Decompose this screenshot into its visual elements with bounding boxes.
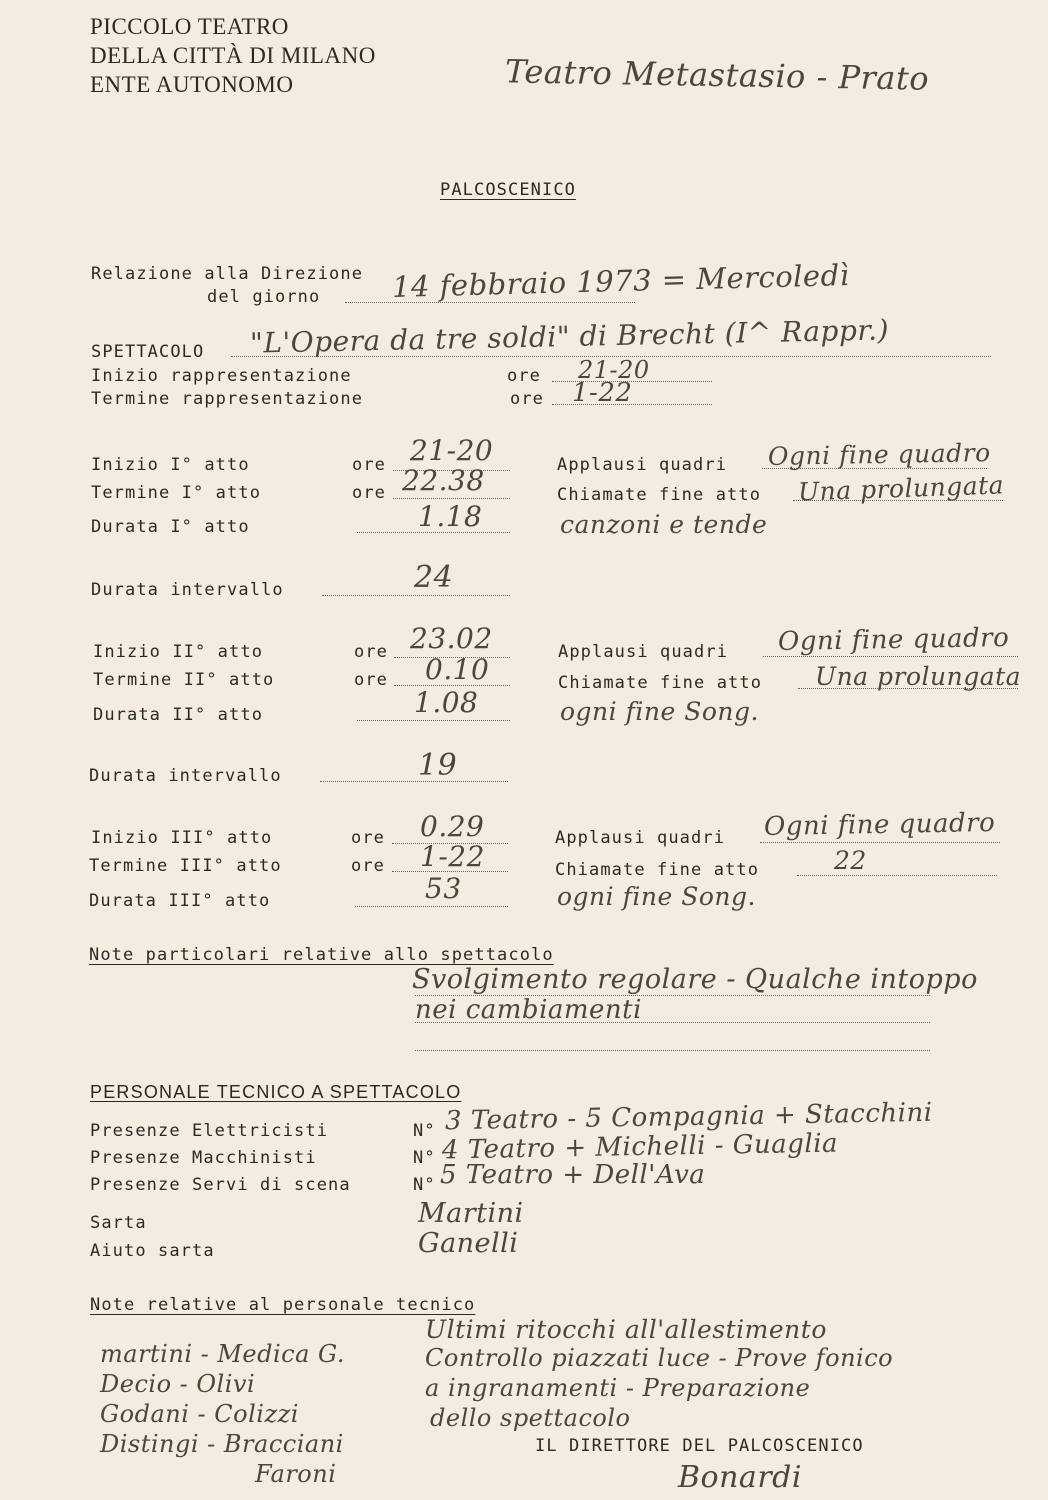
note-personale-name: martini - Medica G.	[100, 1340, 345, 1368]
note-spettacolo-line1: Svolgimento regolare - Qualche intoppo	[412, 964, 978, 995]
act3-inizio-label: Inizio III° atto	[91, 828, 273, 848]
ore-label: ore	[510, 389, 545, 409]
ore-label: ore	[354, 670, 389, 690]
note-spettacolo-line2: nei cambiamenti	[415, 995, 642, 1025]
intervallo2-label: Durata intervallo	[89, 766, 282, 786]
no-label: N°	[413, 1148, 436, 1168]
act2-inizio-label: Inizio II° atto	[93, 642, 264, 662]
intervallo1-value: 24	[414, 560, 454, 595]
act3-applausi-value: Ogni fine quadro	[763, 807, 996, 843]
act1-applausi-value: Ogni fine quadro	[767, 438, 991, 471]
ore-label: ore	[352, 455, 387, 475]
act3-inizio-value: 0.29	[420, 810, 485, 843]
act2-inizio-value: 23.02	[410, 622, 493, 655]
intervallo1-label: Durata intervallo	[91, 580, 284, 600]
durata-line	[355, 906, 508, 907]
note-personale-label: Note relative al personale tecnico	[90, 1295, 476, 1315]
sarta-value: Martini	[418, 1198, 524, 1229]
act3-durata-value: 53	[425, 872, 462, 905]
note-personale-right-line: a ingranamenti - Preparazione	[425, 1374, 811, 1402]
act2-durata-label: Durata II° atto	[93, 705, 264, 725]
act1-chiamate-value: Una prolungata	[797, 470, 1005, 507]
ore-line	[393, 498, 510, 499]
macchinisti-label: Presenze Macchinisti	[90, 1148, 317, 1168]
note-personale-name: Faroni	[255, 1460, 337, 1488]
org-header	[90, 12, 376, 99]
note-personale-right-line: Ultimi ritocchi all'allestimento	[425, 1315, 827, 1344]
servi-di-scena-value: 5 Teatro + Dell'Ava	[440, 1160, 706, 1190]
ore-label: ore	[351, 856, 386, 876]
note-line	[415, 1050, 930, 1051]
applausi-line	[760, 842, 1000, 843]
act2-extra-value: ogni fine Song.	[560, 697, 759, 726]
durata-line	[357, 720, 510, 721]
spettacolo-value: "L'Opera da tre soldi" di Brecht (I^ Rappr.)	[249, 313, 890, 360]
act2-termine-value: 0.10	[425, 653, 490, 686]
act1-extra-value: canzoni e tende	[560, 510, 768, 539]
note-spettacolo-label: Note particolari relative allo spettacolo	[89, 945, 554, 965]
aiuto-sarta-label: Aiuto sarta	[90, 1241, 215, 1261]
intervallo-line	[320, 781, 508, 782]
act1-termine-value: 22.38	[402, 464, 485, 497]
spettacolo-label: SPETTACOLO	[91, 342, 205, 362]
ore-label: ore	[354, 642, 389, 662]
act2-durata-value: 1.08	[414, 686, 479, 719]
act3-extra-value: ogni fine Song.	[557, 882, 756, 911]
personale-title: PERSONALE TECNICO A SPETTACOLO	[90, 1082, 462, 1102]
act3-applausi-label: Applausi quadri	[555, 828, 726, 848]
intervallo2-value: 19	[418, 748, 458, 783]
director-signature: Bonardi	[678, 1460, 802, 1495]
act3-durata-label: Durata III° atto	[89, 891, 271, 911]
ore-label: ore	[507, 366, 542, 386]
act3-termine-label: Termine III° atto	[89, 856, 282, 876]
note-personale-right-line: Controllo piazzati luce - Prove fonico	[425, 1344, 894, 1372]
act2-applausi-label: Applausi quadri	[558, 642, 729, 662]
act1-applausi-label: Applausi quadri	[557, 455, 728, 475]
venue-handwritten: Teatro Metastasio - Prato	[504, 52, 930, 98]
act3-chiamate-value: 22	[834, 846, 867, 875]
note-personale-name: Godani - Colizzi	[100, 1400, 299, 1428]
org-line: ENTE AUTONOMO	[90, 72, 294, 97]
inizio-rappresentazione-value: 21-20	[578, 356, 650, 384]
act3-termine-value: 1-22	[420, 840, 485, 873]
no-label: N°	[413, 1121, 436, 1141]
act1-durata-value: 1.18	[418, 500, 483, 533]
act1-termine-label: Termine I° atto	[91, 483, 262, 503]
giorno-value: 14 febbraio 1973 = Mercoledì	[391, 258, 850, 304]
chiamate-line	[797, 875, 997, 876]
act2-chiamate-label: Chiamate fine atto	[558, 673, 763, 693]
inizio-rappresentazione-label: Inizio rappresentazione	[91, 366, 352, 386]
termine-rappresentazione-label: Termine rappresentazione	[91, 389, 364, 409]
macchinisti-value: 4 Teatro + Michelli - Guaglia	[441, 1128, 839, 1166]
org-line: DELLA CITTÀ DI MILANO	[90, 43, 376, 68]
act2-applausi-value: Ogni fine quadro	[777, 622, 1010, 658]
note-personale-right-line: dello spettacolo	[430, 1404, 631, 1432]
sarta-label: Sarta	[90, 1213, 147, 1233]
note-personale-name: Distingi - Bracciani	[100, 1430, 344, 1458]
director-label: IL DIRETTORE DEL PALCOSCENICO	[535, 1436, 864, 1456]
act1-durata-label: Durata I° atto	[91, 517, 250, 537]
act2-termine-label: Termine II° atto	[93, 670, 275, 690]
servi-di-scena-label: Presenze Servi di scena	[90, 1175, 351, 1195]
ore-label: ore	[352, 483, 387, 503]
elettricisti-value: 3 Teatro - 5 Compagnia + Stacchini	[444, 1097, 933, 1137]
org-line: PICCOLO TEATRO	[90, 14, 289, 39]
intervallo-line	[322, 595, 510, 596]
aiuto-sarta-value: Ganelli	[418, 1228, 519, 1259]
act3-chiamate-label: Chiamate fine atto	[555, 860, 760, 880]
termine-rappresentazione-value: 1-22	[572, 378, 633, 408]
no-label: N°	[413, 1175, 436, 1195]
giorno-label: del giorno	[207, 287, 321, 307]
act1-chiamate-label: Chiamate fine atto	[557, 485, 762, 505]
giorno-line	[345, 302, 635, 303]
act1-inizio-value: 21-20	[410, 434, 494, 467]
act2-chiamate-value: Una prolungata	[815, 662, 1022, 691]
act1-inizio-label: Inizio I° atto	[91, 455, 250, 475]
note-personale-name: Decio - Olivi	[100, 1370, 256, 1398]
relazione-label: Relazione alla Direzione	[91, 264, 364, 284]
form-title: PALCOSCENICO	[440, 180, 577, 200]
elettricisti-label: Presenze Elettricisti	[90, 1121, 329, 1141]
ore-label: ore	[351, 828, 386, 848]
